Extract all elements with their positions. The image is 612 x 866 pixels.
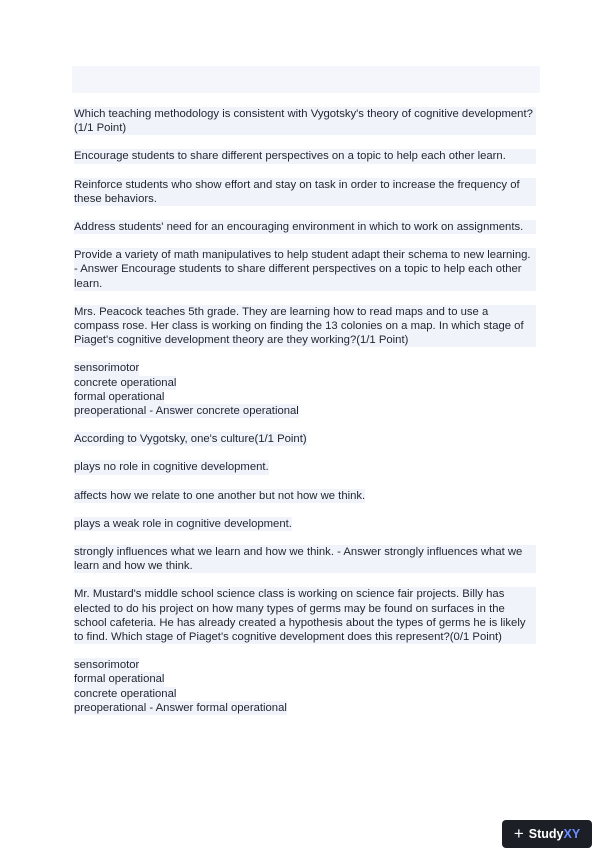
option-line: formal operational [74,390,165,403]
question-1: Which teaching methodology is consistent with Vygotsky's theory of cognitive development?(1/1 Point) [74,107,536,135]
option-line: concrete operational [74,376,177,389]
question-2: Mrs. Peacock teaches 5th grade. They are learning how to read maps and to use a compass rose. Her class is working on finding the 13 colonies on a map. In which stage of Piaget's cognitive development theory are they working?(1/1 Point) [74,305,536,348]
q1-option-a: Encourage students to share different perspectives on a topic to help each other learn. [74,149,536,163]
option-line: sensorimotor [74,659,140,672]
header-band [72,66,540,93]
q1-option-d-answer: Provide a variety of math manipulatives to help student adapt their schema to new learning. - Answer Encourage students to share different perspectives on a topic to help each other learn. [74,248,536,291]
badge-label [529,827,580,841]
q3-option-a: plays no role in cognitive development. [74,461,269,474]
badge-suffix: XY [563,827,581,841]
q2-options [74,361,536,418]
q1-option-b: Reinforce students who show effort and stay on task in order to increase the frequency of these behaviors. [74,178,536,206]
option-line: formal operational [74,673,165,686]
question-3: According to Vygotsky, one's culture(1/1 Point) [74,433,307,446]
option-line: concrete operational [74,687,177,700]
q3-option-d-answer: strongly influences what we learn and how we think. - Answer strongly influences what we learn and how we think. [74,545,536,573]
studyxy-badge[interactable] [502,820,592,848]
q4-options [74,658,536,715]
option-line: sensorimotor [74,362,140,375]
plus-icon: + [513,823,524,843]
q1-option-c: Address students' need for an encouraging environment in which to work on assignments. [74,220,536,234]
q3-option-c: plays a weak role in cognitive development. [74,517,292,530]
question-4: Mr. Mustard's middle school science class is working on science fair projects. Billy has elected to do his project on how many types of germs may be found on surfaces in the school cafeteria. He has already created a hypothesis about the types of germs he is likely to find. Which stage of Piaget's cognitive development does this represent?(0/1 Point) [74,587,536,644]
badge-prefix: Study [528,827,564,841]
option-line: preoperational - Answer formal operational [74,701,287,714]
q3-option-b: affects how we relate to one another but not how we think. [74,489,366,502]
option-line: preoperational - Answer concrete operational [74,405,299,418]
document-content [74,107,536,729]
